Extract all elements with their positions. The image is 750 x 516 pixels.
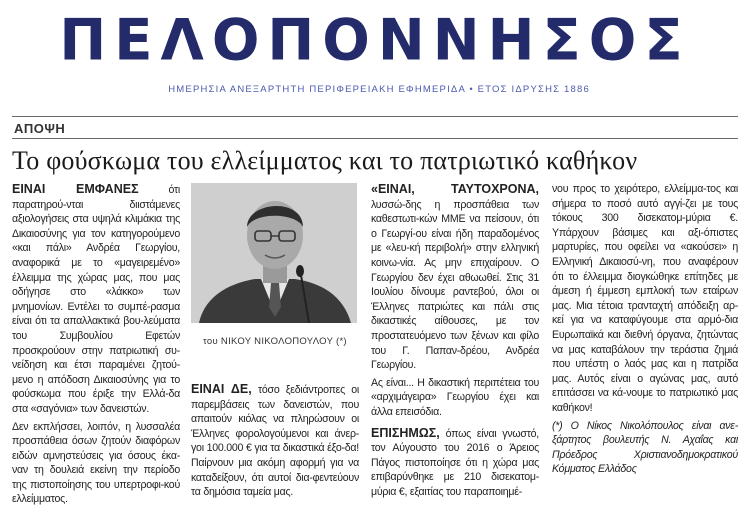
section-label: ΑΠΟΨΗ xyxy=(14,121,66,136)
article-column-2 xyxy=(191,382,359,503)
author-byline: του ΝΙΚΟΥ ΝΙΚΟΛΟΠΟΥΛΟΥ (*) xyxy=(203,336,347,347)
paragraph-text: όπως είναι γνωστό, τον Αύγουστο του 2016 ο Άρειος Πάγος πιστοποίησε ότι η χώρα μας επιβαρύνθηκε με 210 δισεκατομ-μύρια €, εξαιτίας του παραποιημέ- xyxy=(371,427,539,498)
article-column-4 xyxy=(552,182,738,480)
paragraph xyxy=(191,382,359,500)
newspaper-title: ΠΕΛΟΠΟΝΝΗΣΟΣ xyxy=(59,7,691,74)
paragraph xyxy=(371,376,539,420)
newspaper-subtitle: ΗΜΕΡΗΣΙΑ ΑΝΕΞΑΡΤΗΤΗ ΠΕΡΙΦΕΡΕΙΑΚΗ ΕΦΗΜΕΡΙΔΑ • ΕΤΟΣ ΙΔΡΥΣΗΣ 1886 xyxy=(168,84,590,95)
lead-in: ΕΙΝΑΙ ΔΕ, xyxy=(191,382,252,396)
paragraph xyxy=(12,182,180,417)
paragraph xyxy=(12,420,180,508)
paragraph-text: νου προς το χειρότερο, ελλείμμα-τος και σήμερα το ποσό αυτό αγγί-ζει με τους τόκους 300 δισεκατομ-μύρια €. Υπάρχουν βάσιμες και αξι-όπιστες μαρτυρίες, που οφείλει να «ακούσει» η Ελληνική Δικαιοσύ-νη, που αναφέρουν ότι το έλλειμμα διογκώθηκε επίτηδες με άμεση ή έμμεση εμπλοκή των εταίρων μας. Μια τέτοια τρανταχτή απόδειξη αρ-κεί για να καταφύγουμε στα αρμό-δια Ευρωπαϊκά και διεθνή όργανα, ζητώντας να μας καταβάλουν την τεράστια ζημιά που υπέστη ο λαός μας και η πατρίδα μας. Αυτός είναι ο αγώνας μας, αυτό επιτάσσει να κά-νουμε το πατριωτικό μας καθήκον! xyxy=(552,183,738,414)
portrait-illustration xyxy=(191,183,357,323)
article-headline: Το φούσκωμα του ελλείμματος και το πατριωτικό καθήκον xyxy=(12,146,638,175)
section-rule-bottom xyxy=(12,138,738,139)
paragraph-text: τόσο ξεδιάντροπες οι παρεμβάσεις των δανειστών, που απαιτούν κιόλας να πληρώσουν οι Έλληνες φορολογούμενοι και άνερ-γοι 100.000 € για τα δικαστικά έξο-δα! Παίρνουν μια ακόμη αφορμή για να καταδείξουν, ότι αυτοί δια-φεντεύουν τα δημόσια ταμεία μας. xyxy=(191,384,359,499)
author-note-text: (*) Ο Νίκος Νικολόπουλος είναι ανε-ξάρτητος βουλευτής Ν. Αχαΐας και Πρόεδρος Χριστιανοδημοκρατικού Κόμματος Ελλάδος xyxy=(552,419,738,476)
paragraph-text: ότι παρατηρού-νται διιστάμενες αξιολογήσεις στα υψηλά κλιμάκια της Δικαιοσύνης για τον κατηγορούμενο «και πάλι» Ανδρέα Γεωργίου, αναφορικά με το «μαγειρεμένο» έλλειμμα της χώρας μας, που μας οδήγησε στο «λάκκο» των μνημονίων. Εντέλει το συμπέ-ρασμα είναι ότι τα απαλλακτικά βου-λεύματα του Συμβουλίου Εφετών προσκρούουν στην πατριωτική συ-νείδηση και έτσι παραμένει ζητού-μενο η απόδοση Δικαιοσύνης για το φούσκωμα που έριξε την Ελλά-δα στα «σαγόνια» των δανειστών. xyxy=(12,184,180,415)
paragraph-text: Δεν εκπλήσσει, λοιπόν, η λυσσαλέα προσπάθεια όσων ζητούν διαφόρων ειδών αμνηστεύσεις για όσους έκα-ναν τη δουλειά εκείνη την περίοδο της πιστοποίησης του υπερτροφι-κού ελλείμματος. xyxy=(12,420,180,506)
paragraph-text: λυσσώ-δης η προσπάθεια των καθεστωτι-κών ΜΜΕ να πείσουν, ότι ο Γεωργί-ου είναι ήδη παραδομένος με «λευ-κή περιβολή» στην ελληνική κοινω-νία. Ας μην επιχαίρουν. Ο Γεωργίου δεν έχει αθωωθεί. Στις 31 Ιουλίου δίνουμε ραντεβού, όλοι οι Έλληνες πατριώτες και πάλι στις δικαστικές αίθουσες, με τον προστατευόμενο των ξένων και φίλο του Γ. Παπαν-δρέου, Ανδρέα Γεωργίου. xyxy=(371,198,539,372)
lead-in: ΕΠΙΣΗΜΩΣ, xyxy=(371,425,440,440)
article-column-3 xyxy=(371,182,539,502)
author-note xyxy=(552,419,738,477)
section-rule-top xyxy=(12,116,738,117)
article-column-1 xyxy=(12,182,180,510)
lead-in: «ΕΙΝΑΙ, ΤΑΥΤΟΧΡΟΝΑ, xyxy=(371,182,539,196)
paragraph xyxy=(371,182,539,373)
paragraph-text: Ας είναι... Η δικαστική περιπέτεια του «αρχιμάγειρα» Γεωργίου έχει και άλλα επεισόδια. xyxy=(371,376,539,418)
lead-in: ΕΙΝΑΙ ΕΜΦΑΝΕΣ xyxy=(12,182,139,196)
masthead xyxy=(0,8,750,78)
author-photo xyxy=(191,183,357,323)
paragraph xyxy=(552,182,738,416)
paragraph xyxy=(371,426,539,500)
